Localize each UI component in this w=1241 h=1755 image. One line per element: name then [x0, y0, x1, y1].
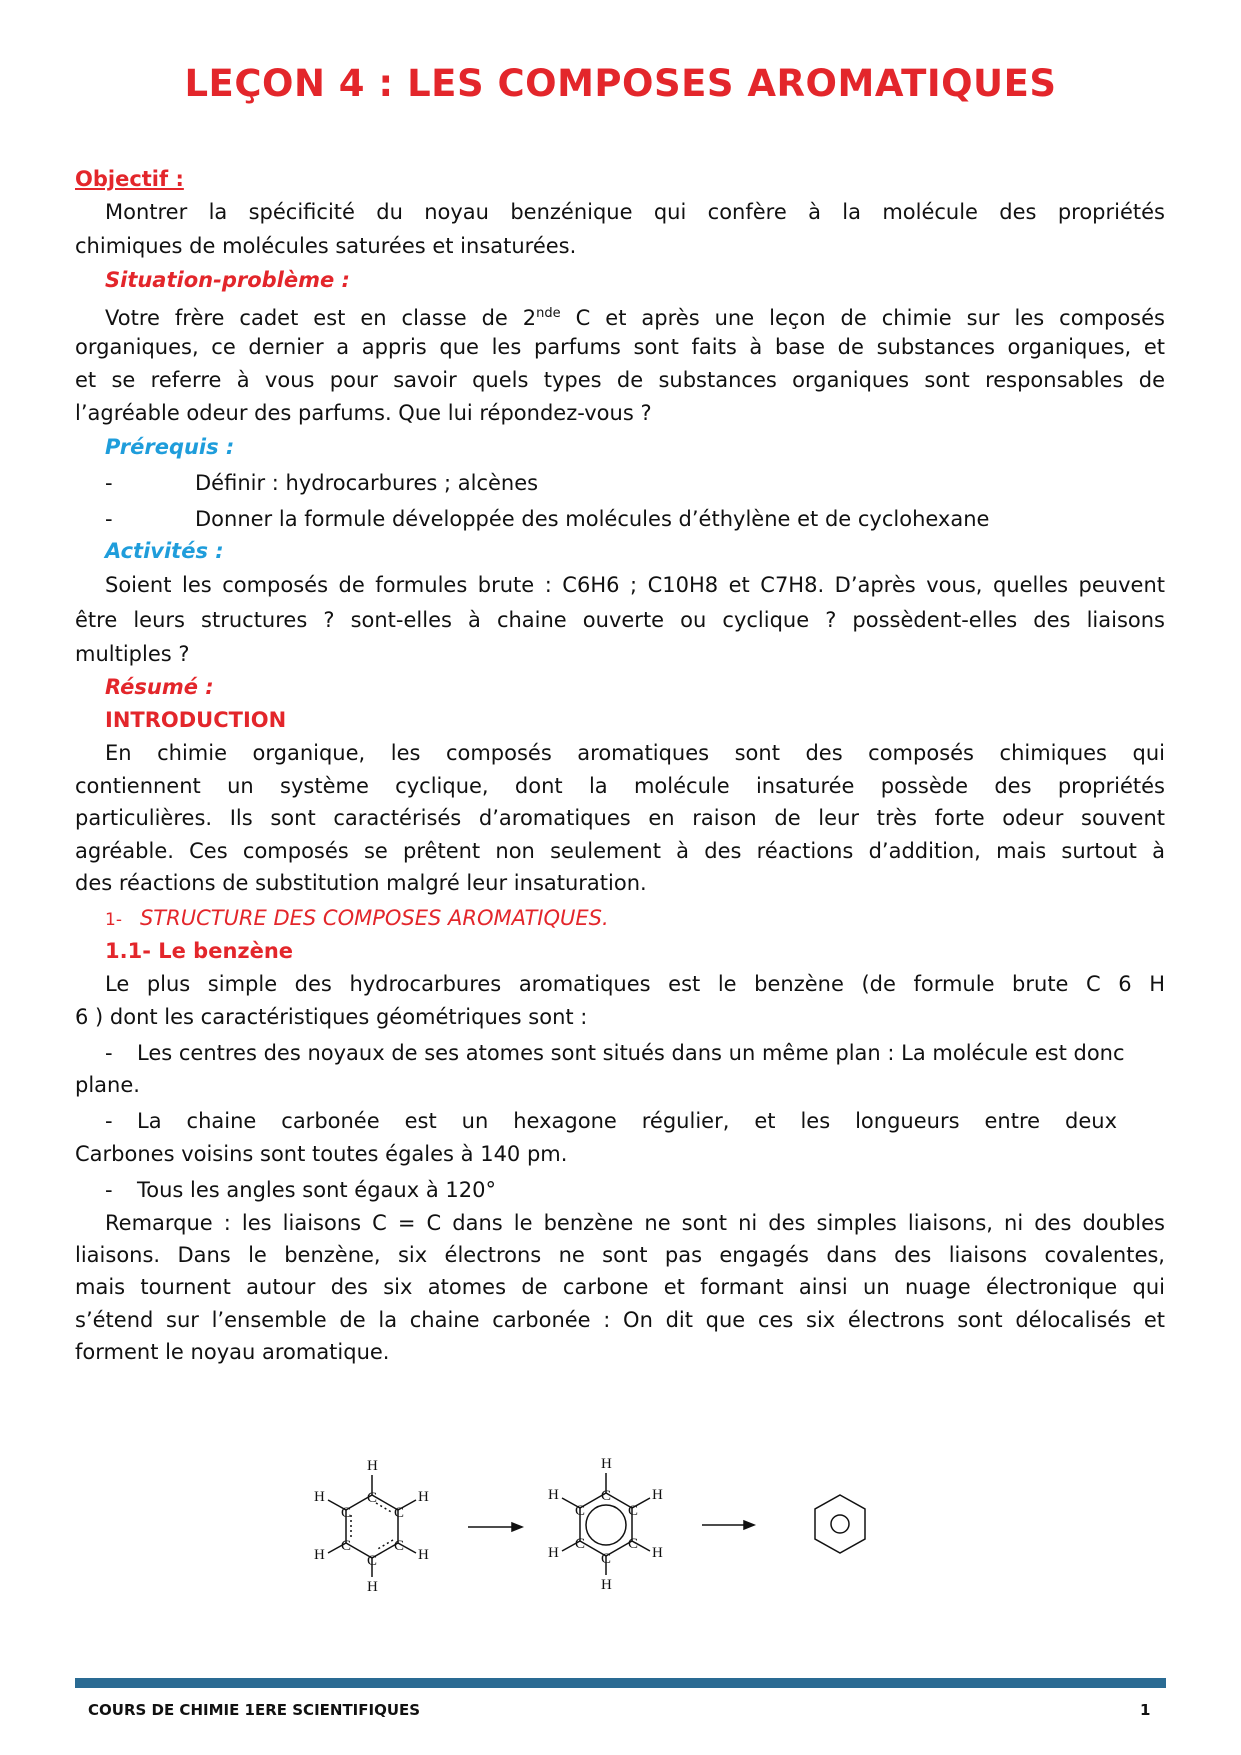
activites-line: être leurs structures ? sont-elles à chaine ouverte ou cyclique ? possèdent-elles des liaisons — [75, 608, 1165, 632]
atom-label: H — [601, 1456, 612, 1472]
arrow-2 — [702, 1521, 754, 1529]
delocalized-structure — [548, 1456, 663, 1593]
atom-label: H — [367, 1579, 378, 1595]
situation-line: Votre frère cadet est en classe de 2nde C et après une leçon de chimie sur les composés — [105, 306, 1165, 330]
benzene-symbol — [815, 1495, 865, 1553]
kekule-structure — [314, 1458, 429, 1595]
objectif-line: Montrer la spécificité du noyau benzénique qui confère à la molécule des propriétés — [105, 200, 1165, 224]
benzene-structure-diagram — [290, 1455, 970, 1635]
section-1-1-heading: 1.1- Le benzène — [105, 939, 294, 963]
atom-label: H — [601, 1577, 612, 1593]
remarque-line: forment le noyau aromatique. — [75, 1340, 390, 1364]
situation-line: organiques, ce dernier a appris que les parfums sont faits à base de substances organiques, et — [75, 335, 1165, 359]
atom-label: C — [601, 1488, 612, 1504]
bullet-item: plane. — [75, 1073, 140, 1097]
atom-label: C — [628, 1536, 639, 1552]
atom-label: H — [314, 1547, 325, 1563]
intro-line: contiennent un système cyclique, dont la molécule insaturée possède des propriétés — [75, 774, 1165, 798]
arrow-1 — [468, 1523, 522, 1531]
benzene-line: 6 ) dont les caractéristiques géométriques sont : — [75, 1005, 588, 1029]
intro-line: agréable. Ces composés se prêtent non seulement à des réactions d’addition, mais surtout à — [75, 839, 1165, 863]
remarque-line: liaisons. Dans le benzène, six électrons ne sont pas engagés dans des liaisons covalentes, — [75, 1243, 1165, 1267]
atom-label: H — [548, 1545, 559, 1561]
page-number: 1 — [1140, 1701, 1151, 1719]
atom-label: H — [367, 1458, 378, 1474]
remarque-line: mais tournent autour des six atomes de carbone et formant ainsi un nuage électronique qui — [75, 1275, 1165, 1299]
remarque-line: Remarque : les liaisons C = C dans le benzène ne sont ni des simples liaisons, ni des doubles — [105, 1211, 1165, 1235]
atom-label: C — [601, 1551, 612, 1567]
intro-line: particulières. Ils sont caractérisés d’aromatiques en raison de leur très forte odeur souvent — [75, 806, 1165, 830]
atom-label: H — [652, 1487, 663, 1503]
footer-course-title: COURS DE CHIMIE 1ERE SCIENTIFIQUES — [88, 1701, 421, 1719]
atom-label: C — [575, 1536, 586, 1552]
atom-label: H — [418, 1547, 429, 1563]
situation-heading: Situation-problème : — [105, 268, 350, 292]
section-1-heading: 1- STRUCTURE DES COMPOSES AROMATIQUES. — [105, 906, 609, 930]
atom-label: C — [341, 1505, 352, 1521]
atom-label: C — [367, 1553, 378, 1569]
intro-line: des réactions de substitution malgré leur insaturation. — [75, 871, 647, 895]
footer-divider — [75, 1678, 1166, 1688]
situation-line: l’agréable odeur des parfums. Que lui répondez-vous ? — [75, 401, 652, 425]
introduction-heading: INTRODUCTION — [105, 708, 287, 732]
activites-heading: Activités : — [105, 539, 224, 563]
resume-heading: Résumé : — [105, 675, 214, 699]
atom-label: C — [628, 1503, 639, 1519]
atom-label: C — [341, 1538, 352, 1554]
activites-line: Soient les composés de formules brute : C6H6 ; C10H8 et C7H8. D’après vous, quelles peuvent — [105, 573, 1165, 597]
situation-line: et se referre à vous pour savoir quels types de substances organiques sont responsables de — [75, 368, 1165, 392]
atom-label: H — [652, 1545, 663, 1561]
atom-label: C — [367, 1490, 378, 1506]
atom-label: H — [548, 1487, 559, 1503]
intro-line: En chimie organique, les composés aromatiques sont des composés chimiques qui — [105, 741, 1165, 765]
atom-label: H — [314, 1489, 325, 1505]
objectif-heading: Objectif : — [75, 167, 184, 191]
prerequis-heading: Prérequis : — [105, 435, 235, 459]
atom-label: C — [575, 1503, 586, 1519]
atom-label: C — [394, 1538, 405, 1554]
page-title: LEÇON 4 : LES COMPOSES AROMATIQUES — [184, 62, 1057, 105]
bullet-item: Carbones voisins sont toutes égales à 140 pm. — [75, 1142, 568, 1166]
objectif-line: chimiques de molécules saturées et insaturées. — [75, 234, 577, 258]
activites-line: multiples ? — [75, 642, 190, 666]
benzene-line: Le plus simple des hydrocarbures aromatiques est le benzène (de formule brute C 6 H — [105, 972, 1165, 996]
remarque-line: s’étend sur l’ensemble de la chaine carbonée : On dit que ces six électrons sont délocalisés et — [75, 1308, 1165, 1332]
atom-label: H — [418, 1489, 429, 1505]
atom-label: C — [394, 1505, 405, 1521]
